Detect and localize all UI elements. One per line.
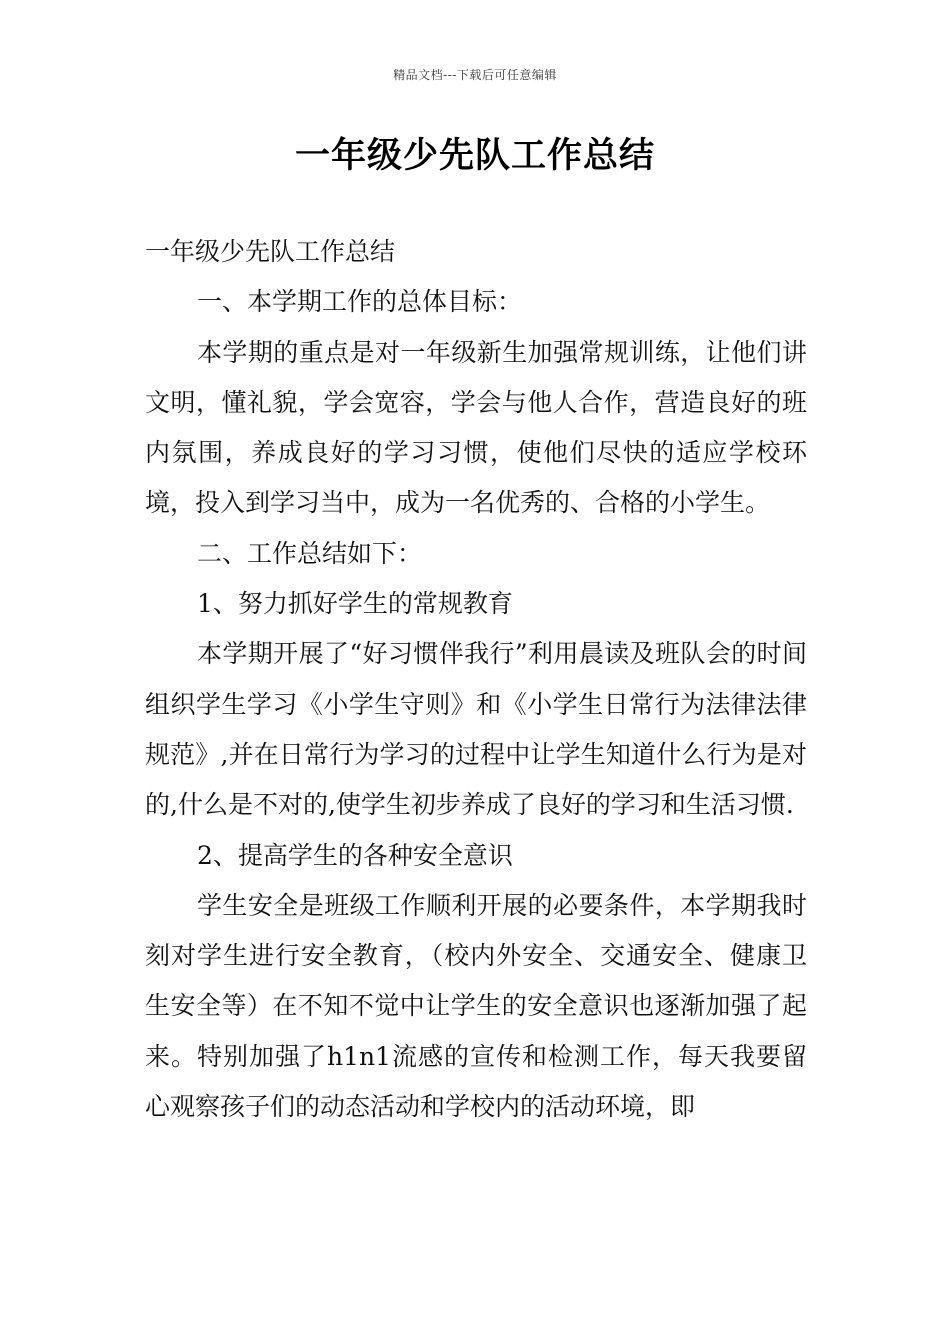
section-heading-summary: 二、工作总结如下： <box>197 538 423 568</box>
subheading-routine-education: 1、努力抓好学生的常规教育 <box>197 589 513 619</box>
document-title: 一年级少先队工作总结 <box>294 136 655 176</box>
document-body <box>145 227 807 1132</box>
paragraph-subtitle: 一年级少先队工作总结 <box>145 237 396 266</box>
paragraph-safety-awareness: 学生安全是班级工作顺利开展的必要条件，本学期我时刻对学生进行安全教育，（校内外安全、交通安全、健康卫生安全等）在不知不觉中让学生的安全意识也逐渐加强了起来。特别加强了h1n1流感的宣传和检测工作，每天我要留心观察孩子们的动态活动和学校内的活动环境，即 <box>145 890 807 1122</box>
paragraph-goals: 本学期的重点是对一年级新生加强常规训练，让他们讲文明，懂礼貌，学会宽容，学会与他人合作，营造良好的班内氛围，养成良好的学习习惯，使他们尽快的适应学校环境，投入到学习当中，成为一名优秀的、合格的小学生。 <box>145 337 807 518</box>
section-heading-goals: 一、本学期工作的总体目标： <box>197 287 523 317</box>
header-note: 精品文档---下载后可任意编辑 <box>393 68 557 82</box>
subheading-safety-awareness: 2、提高学生的各种安全意识 <box>197 840 513 870</box>
paragraph-routine-education: 本学期开展了“好习惯伴我行”利用晨读及班队会的时间组织学生学习《小学生守则》和《小学生日常行为法律法律规范》,并在日常行为学习的过程中让学生知道什么行为是对的,什么是不对的,使学生初步养成了良好的学习和生活习惯. <box>145 639 807 820</box>
